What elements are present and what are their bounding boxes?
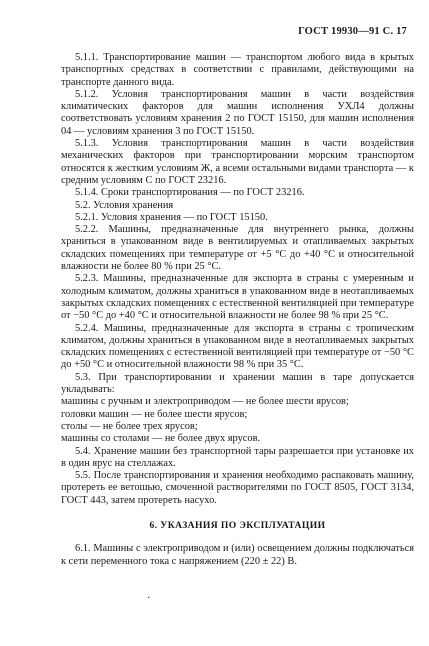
paragraph-5-3: 5.3. При транспортировании и хранении машин в таре допускается укладывать: <box>61 371 414 396</box>
paragraph-5-2-1: 5.2.1. Условия хранения — по ГОСТ 15150. <box>75 211 268 223</box>
list-item: машины со столами — не более двух ярусов. <box>61 433 261 445</box>
paragraph-5-5: 5.5. После транспортирования и хранения необходимо распаковать машину, протереть ее ветошью, смоченной растворителями по ГОСТ 8505, ГОСТ 3134, ГОСТ 443, затем протереть насухо. <box>61 470 414 506</box>
paragraph-5-1-4: 5.1.4. Сроки транспортирования — по ГОСТ 23216. <box>75 187 305 199</box>
paragraph-5-1-3: 5.1.3. Условия транспортирования машин в части воздействия механических факторов при транспортировании морским транспортом относятся к жестким условиям Ж, а всеми остальными видами транспорта — к средним условиям С по ГОСТ 23216. <box>61 138 414 186</box>
list-item: столы — не более трех ярусов; <box>61 420 198 432</box>
list-item: головки машин — не более шести ярусов; <box>61 408 248 420</box>
paragraph-5-1-2: 5.1.2. Условия транспортирования машин в части воздействия климатических факторов для машин исполнения УХЛ4 должны соответствовать условиям хранения 2 по ГОСТ 15150, для машин исполнения 04 — условиям хранения 3 по ГОСТ 15150. <box>61 88 414 137</box>
section-title: 6. УКАЗАНИЯ ПО ЭКСПЛУАТАЦИИ <box>149 519 326 531</box>
paragraph-5-2-2: 5.2.2. Машины, предназначенные для внутреннего рынка, должны храниться в упакованном виде в вентилируемых и отапливаемых закрытых складских помещениях при температуре от +5 °С до +40 °С и относительной влажности не более 80 % при 25 °С. <box>61 224 414 273</box>
paragraph-5-2-4: 5.2.4. Машины, предназначенные для экспорта в страны с тропическим климатом, должны храниться в упакованном виде в неотапливаемых закрытых складских помещениях с естественной вентиляцией при температуре от −50 °С до +50 °С и относительной влажности 98 % при 35 °С. <box>61 322 414 371</box>
paragraph-5-2-3: 5.2.3. Машины, предназначенные для экспорта в страны с умеренным и холодным климатом, должны храниться в упакованном виде в неотапливаемых закрытых складских помещениях с естественной вентиляцией при температуре от −50 °С до +40 °С и относительной влажности не более 98 % при 25 °С. <box>61 273 414 322</box>
document-body <box>61 52 414 568</box>
page-header: ГОСТ 19930—91 С. 17 <box>298 26 407 37</box>
paragraph-5-1-1: 5.1.1. Транспортирование машин — транспортом любого вида в крытых транспортных средствах в соответствии с правилами, действующими на транспорте данного вида. <box>61 52 414 88</box>
paragraph-5-2: 5.2. Условия хранения <box>75 199 174 211</box>
scan-mark: · <box>147 593 151 604</box>
paragraph-5-4: 5.4. Хранение машин без транспортной тары разрешается при установке их в один ярус на стеллажах. <box>61 445 414 469</box>
paragraph-6-1: 6.1. Машины с электроприводом и (или) освещением должны подключаться к сети переменного тока с напряжением (220 ± 22) В. <box>61 543 414 567</box>
list-item: машины с ручным и электроприводом — не более шести ярусов; <box>61 396 349 408</box>
